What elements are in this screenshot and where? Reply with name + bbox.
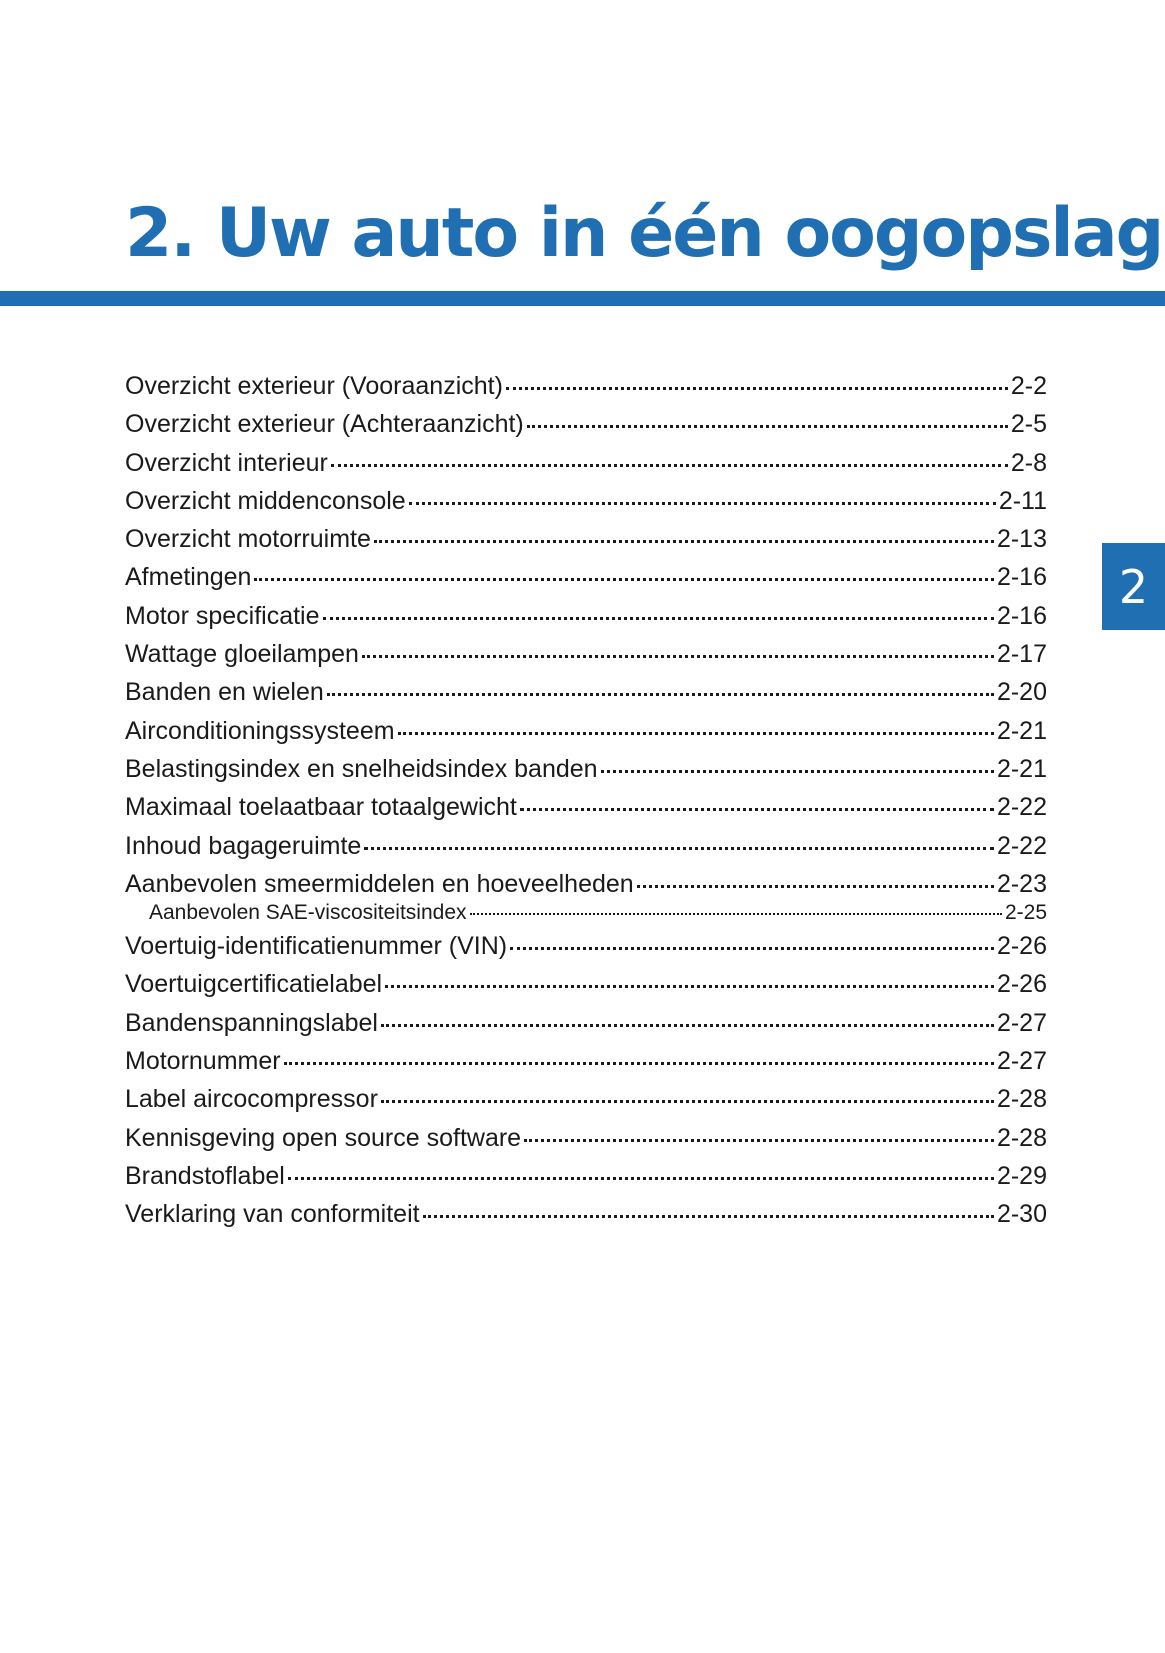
toc-entry-page: 2-29 (996, 1161, 1047, 1190)
toc-dot-leader (288, 1177, 994, 1180)
toc-dot-leader (362, 655, 994, 658)
title-rule (0, 291, 1165, 306)
toc-entry-page: 2-21 (996, 754, 1047, 783)
toc-dot-leader (381, 1024, 994, 1027)
toc-subentry[interactable] (125, 901, 1047, 928)
toc-entry-label: Aanbevolen SAE-viscositeitsindex (149, 901, 467, 925)
toc-entry-label: Overzicht motorruimte (125, 525, 371, 554)
toc-entry-page: 2-30 (996, 1200, 1047, 1229)
toc-entry-page: 2-16 (996, 601, 1047, 630)
toc-entry[interactable] (125, 678, 1047, 716)
toc-dot-leader (520, 808, 994, 811)
toc-entry[interactable] (125, 793, 1047, 831)
toc-dot-leader (527, 425, 1008, 428)
toc-entry-label: Inhoud bagageruimte (125, 831, 362, 860)
toc-dot-leader (601, 770, 994, 773)
toc-dot-leader (409, 502, 996, 505)
toc-entry[interactable] (125, 755, 1047, 793)
toc-entry[interactable] (125, 1124, 1047, 1162)
toc-entry[interactable] (125, 1009, 1047, 1047)
toc-entry-page: 2-17 (996, 640, 1047, 669)
toc-dot-leader (470, 913, 1002, 915)
toc-entry-page: 2-5 (1010, 410, 1047, 439)
toc-dot-leader (331, 464, 1008, 467)
toc-dot-leader (327, 693, 994, 696)
toc-entry-page: 2-25 (1004, 901, 1047, 925)
toc-entry-label: Overzicht middenconsole (125, 486, 406, 515)
toc-entry-page: 2-28 (996, 1123, 1047, 1152)
toc-entry-page: 2-8 (1010, 448, 1047, 477)
toc-entry-page: 2-2 (1010, 372, 1047, 400)
chapter-tab-number: 2 (1118, 559, 1149, 614)
toc-entry-label: Afmetingen (125, 563, 252, 592)
toc-entry-label: Voertuigcertificatielabel (125, 970, 383, 999)
toc-entry-label: Maximaal toelaatbaar totaalgewicht (125, 793, 517, 822)
toc-dot-leader (524, 1139, 994, 1142)
toc-dot-leader (323, 617, 994, 620)
toc-entry-label: Bandenspanningslabel (125, 1008, 378, 1037)
toc-entry-page: 2-27 (996, 1047, 1047, 1076)
toc-entry-label: Voertuig-identificatienummer (VIN) (125, 932, 508, 961)
toc-entry-page: 2-23 (996, 869, 1047, 898)
toc-dot-leader (254, 578, 993, 581)
toc-entry[interactable] (125, 1200, 1047, 1238)
toc-entry[interactable] (125, 717, 1047, 755)
toc-entry-label: Overzicht exterieur (Achteraanzicht) (125, 410, 524, 439)
toc-entry-page: 2-20 (996, 678, 1047, 707)
toc-entry-page: 2-22 (996, 793, 1047, 822)
toc-entry[interactable] (125, 640, 1047, 678)
toc-entry-label: Aanbevolen smeermiddelen en hoeveelheden (125, 869, 634, 898)
toc-entry[interactable] (125, 563, 1047, 601)
toc-entry-page: 2-22 (996, 831, 1047, 860)
toc-entry[interactable] (125, 832, 1047, 870)
chapter-tab[interactable] (1102, 543, 1165, 630)
toc-dot-leader (506, 387, 1008, 390)
toc-dot-leader (398, 732, 994, 735)
toc-entry[interactable] (125, 525, 1047, 563)
toc-entry[interactable] (125, 970, 1047, 1008)
toc-dot-leader (423, 1215, 994, 1218)
toc-entry-page: 2-27 (996, 1008, 1047, 1037)
toc-entry[interactable] (125, 372, 1047, 410)
toc-entry-label: Label aircocompressor (125, 1085, 378, 1114)
toc-entry-label: Brandstoflabel (125, 1161, 285, 1190)
toc-entry-label: Overzicht interieur (125, 448, 328, 477)
toc-entry-page: 2-26 (996, 970, 1047, 999)
chapter-title: 2. Uw auto in één oogopslag (125, 194, 1163, 273)
toc-entry-label: Overzicht exterieur (Vooraanzicht) (125, 372, 503, 400)
toc-dot-leader (374, 540, 994, 543)
toc-entry-label: Airconditioningssysteem (125, 716, 395, 745)
toc-dot-leader (510, 947, 994, 950)
toc-entry-page: 2-13 (996, 525, 1047, 554)
toc-entry-page: 2-28 (996, 1085, 1047, 1114)
toc-entry[interactable] (125, 449, 1047, 487)
toc-dot-leader (637, 885, 994, 888)
toc-entry-page: 2-11 (998, 486, 1047, 515)
toc-dot-leader (284, 1062, 994, 1065)
toc-entry-label: Wattage gloeilampen (125, 640, 359, 669)
toc-entry[interactable] (125, 602, 1047, 640)
toc-entry-label: Motornummer (125, 1047, 281, 1076)
toc-dot-leader (385, 985, 994, 988)
toc-dot-leader (381, 1100, 994, 1103)
toc-entry[interactable] (125, 1047, 1047, 1085)
toc-entry-label: Banden en wielen (125, 678, 324, 707)
toc-entry-page: 2-26 (996, 932, 1047, 961)
table-of-contents (125, 372, 1047, 1239)
toc-entry-page: 2-16 (996, 563, 1047, 592)
toc-entry[interactable] (125, 410, 1047, 448)
toc-dot-leader (364, 847, 994, 850)
toc-entry-page: 2-21 (996, 716, 1047, 745)
toc-entry[interactable] (125, 1162, 1047, 1200)
toc-entry[interactable] (125, 487, 1047, 525)
toc-entry-label: Verklaring van conformiteit (125, 1200, 420, 1229)
toc-entry-label: Belastingsindex en snelheidsindex banden (125, 754, 598, 783)
toc-entry[interactable] (125, 932, 1047, 970)
toc-entry-label: Kennisgeving open source software (125, 1123, 522, 1152)
toc-entry-label: Motor specificatie (125, 601, 320, 630)
toc-entry[interactable] (125, 1085, 1047, 1123)
